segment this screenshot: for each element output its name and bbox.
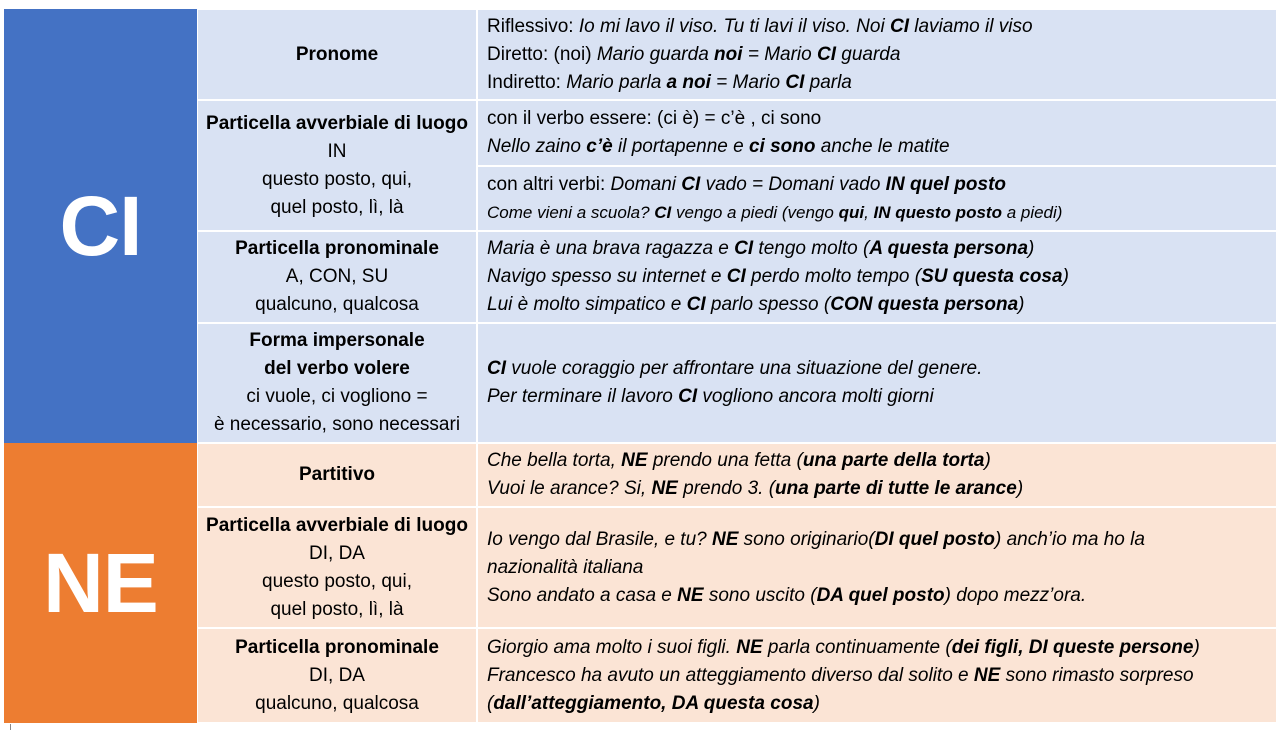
example-text: qui bbox=[838, 202, 865, 222]
example-text: Nello zaino bbox=[487, 136, 587, 157]
example-text: DA quel posto bbox=[816, 584, 945, 606]
example-line bbox=[487, 41, 1268, 69]
row-subline: ci vuole, ci vogliono = bbox=[246, 386, 428, 407]
ne-pronominale-examples bbox=[477, 628, 1277, 723]
example-text: anche le matite bbox=[815, 136, 950, 157]
ci-pronome-label-cell bbox=[197, 9, 477, 100]
example-text: Navigo spesso su internet e bbox=[487, 266, 727, 287]
example-text: vogliono ancora molti giorni bbox=[697, 386, 934, 407]
example-text: Lui è molto simpatico e bbox=[487, 294, 687, 315]
example-text: , bbox=[864, 202, 874, 222]
example-text: IN quel posto bbox=[885, 173, 1006, 195]
ne-avverbiale-examples bbox=[477, 507, 1277, 628]
example-text: CON questa persona bbox=[830, 294, 1019, 315]
example-line bbox=[487, 447, 1268, 475]
example-text: ) bbox=[984, 450, 991, 471]
page-tick-mark bbox=[10, 724, 11, 730]
example-text: NE bbox=[621, 450, 648, 471]
example-text: ) bbox=[1016, 478, 1024, 499]
example-text: una parte della torta bbox=[802, 450, 985, 471]
example-text: Maria è una brava ragazza e bbox=[487, 238, 735, 259]
row-heading: Particella pronominale bbox=[235, 238, 439, 259]
example-text: NE bbox=[677, 584, 704, 606]
example-text: guarda bbox=[836, 43, 901, 65]
example-text: Mario guarda bbox=[596, 43, 715, 65]
ci-pronominale-label-cell bbox=[197, 231, 477, 323]
example-text: = Mario bbox=[710, 71, 786, 93]
example-text: IN questo posto bbox=[873, 202, 1002, 222]
row-subline: qualcuno, qualcosa bbox=[255, 692, 419, 714]
example-text: una parte di tutte le arance bbox=[775, 478, 1017, 499]
ci-impersonale-label-cell bbox=[197, 323, 477, 443]
ne-partitivo-label-cell bbox=[197, 443, 477, 507]
example-text: dei figli, DI queste persone bbox=[951, 636, 1194, 658]
ci-label-cell bbox=[4, 9, 197, 443]
example-text: perdo molto tempo ( bbox=[745, 266, 922, 287]
example-text: SU questa cosa bbox=[921, 266, 1063, 287]
row-subline: questo posto, qui, bbox=[262, 168, 412, 190]
row-subline: è necessario, sono necessari bbox=[213, 414, 461, 435]
example-text: Indiretto: bbox=[487, 71, 567, 93]
example-text: Vuoi le arance? Si, bbox=[487, 478, 652, 499]
example-text: NE bbox=[973, 664, 1001, 686]
example-text: vuole coraggio per affrontare una situazione del genere. bbox=[506, 358, 983, 379]
example-text: a noi bbox=[666, 71, 711, 93]
example-text: Francesco ha avuto un atteggiamento diverso dal solito e bbox=[487, 664, 974, 686]
ci-impersonale-examples bbox=[477, 323, 1277, 443]
example-text: ) bbox=[1018, 294, 1025, 315]
example-text: CI bbox=[726, 266, 746, 287]
ne-label-cell bbox=[4, 443, 197, 723]
example-text: tengo molto ( bbox=[753, 238, 870, 259]
example-text: Giorgio ama molto i suoi figli. bbox=[487, 636, 737, 658]
example-text: nazionalità italiana bbox=[487, 556, 644, 578]
example-text: ) anch’io ma ho la bbox=[994, 528, 1145, 550]
row-subline: quel posto, lì, là bbox=[270, 196, 404, 218]
example-text: CI bbox=[686, 294, 706, 315]
example-text: CI bbox=[817, 43, 836, 65]
example-text: con altri verbi: bbox=[487, 173, 611, 195]
ci-avverbiale-examples-essere bbox=[477, 100, 1277, 166]
ne-label: NE bbox=[43, 535, 158, 630]
example-text: a piedi) bbox=[1001, 202, 1063, 222]
example-text: CI bbox=[487, 358, 506, 379]
row-subline: IN bbox=[327, 140, 347, 162]
example-text: ) bbox=[1028, 238, 1035, 259]
example-text: con il verbo essere: (ci è) = c’è , ci sono bbox=[487, 108, 822, 129]
example-text: parla continuamente ( bbox=[762, 636, 952, 658]
example-text: CI bbox=[785, 71, 805, 93]
row-subline: DI, DA bbox=[309, 664, 365, 686]
row-subline: qualcuno, qualcosa bbox=[255, 294, 419, 315]
example-text: ) bbox=[1193, 636, 1200, 658]
example-line bbox=[487, 554, 1268, 582]
row-heading: Forma impersonale bbox=[249, 330, 425, 351]
example-text: Sono andato a casa e bbox=[487, 584, 678, 606]
ne-partitivo-examples bbox=[477, 443, 1277, 507]
row-heading: Partitivo bbox=[298, 464, 376, 485]
row-heading: Particella avverbiale di luogo bbox=[206, 514, 468, 536]
ne-avverbiale-label-cell bbox=[197, 507, 477, 628]
example-text: ) dopo mezz’ora. bbox=[944, 584, 1087, 606]
example-line bbox=[487, 199, 1268, 227]
example-text: CI bbox=[654, 202, 672, 222]
row-heading-2: del verbo volere bbox=[264, 358, 410, 379]
row-heading: Particella pronominale bbox=[235, 636, 439, 658]
example-text: Riflessivo: bbox=[487, 15, 579, 37]
example-line bbox=[487, 69, 1268, 97]
ci-pronome-examples bbox=[477, 9, 1277, 100]
example-text: DI quel posto bbox=[874, 528, 995, 550]
example-line bbox=[487, 13, 1268, 41]
row-subline: DI, DA bbox=[309, 542, 365, 564]
example-text: Diretto: (noi) bbox=[487, 43, 597, 65]
example-line bbox=[487, 133, 1268, 161]
example-text: c’è bbox=[586, 136, 613, 157]
row-subline: A, CON, SU bbox=[285, 266, 389, 287]
example-text: ) bbox=[813, 692, 820, 714]
example-line bbox=[487, 383, 1268, 411]
example-line bbox=[487, 171, 1268, 199]
example-text: sono uscito ( bbox=[703, 584, 817, 606]
example-text: = Mario bbox=[742, 43, 817, 65]
example-line bbox=[487, 662, 1268, 690]
example-text: CI bbox=[681, 173, 701, 195]
example-text: Mario parla bbox=[566, 71, 667, 93]
example-text: NE bbox=[651, 478, 678, 499]
example-text: laviamo il viso bbox=[908, 15, 1033, 37]
example-text: A questa persona bbox=[869, 238, 1029, 259]
ne-pronominale-label-cell bbox=[197, 628, 477, 723]
example-text: ci sono bbox=[748, 136, 816, 157]
row-subline: quel posto, lì, là bbox=[270, 598, 404, 620]
example-line bbox=[487, 291, 1268, 319]
example-line bbox=[487, 475, 1268, 503]
example-line bbox=[487, 355, 1268, 383]
example-text: Domani bbox=[610, 173, 682, 195]
example-text: ) bbox=[1062, 266, 1069, 287]
example-text: CI bbox=[734, 238, 754, 259]
ci-pronominale-examples bbox=[477, 231, 1277, 323]
row-heading: Particella avverbiale di luogo bbox=[206, 112, 468, 134]
ci-avverbiale-label-cell bbox=[197, 100, 477, 231]
example-line bbox=[487, 105, 1268, 133]
example-text: ( bbox=[487, 692, 494, 714]
example-text: prendo 3. ( bbox=[677, 478, 776, 499]
example-text: CI bbox=[678, 386, 698, 407]
example-line bbox=[487, 235, 1268, 263]
example-text: parla bbox=[804, 71, 852, 93]
example-text: Io vengo dal Brasile, e tu? bbox=[487, 528, 712, 550]
example-text: parlo spesso ( bbox=[705, 294, 831, 315]
example-line bbox=[487, 690, 1268, 718]
example-text: Per terminare il lavoro bbox=[487, 386, 679, 407]
example-text: vado = Domani vado bbox=[700, 173, 886, 195]
example-text: NE bbox=[711, 528, 739, 550]
row-heading: Pronome bbox=[295, 43, 379, 65]
example-text: NE bbox=[736, 636, 763, 658]
example-text: Io mi lavo il viso. Tu ti lavi il viso. Noi bbox=[578, 15, 890, 37]
example-line bbox=[487, 526, 1268, 554]
example-text: Che bella torta, bbox=[487, 450, 622, 471]
example-line bbox=[487, 263, 1268, 291]
row-subline: questo posto, qui, bbox=[262, 570, 412, 592]
example-line bbox=[487, 582, 1268, 610]
example-text: sono originario( bbox=[738, 528, 875, 550]
example-text: vengo a piedi (vengo bbox=[671, 202, 839, 222]
example-text: sono rimasto sorpreso bbox=[1000, 664, 1194, 686]
example-text: noi bbox=[714, 43, 743, 65]
example-text: Come vieni a scuola? bbox=[487, 202, 655, 222]
ci-label: CI bbox=[59, 178, 142, 273]
example-text: prendo una fetta ( bbox=[647, 450, 803, 471]
example-text: il portapenne e bbox=[612, 136, 749, 157]
grammar-table bbox=[4, 9, 1277, 723]
example-text: dall’atteggiamento, DA questa cosa bbox=[493, 692, 814, 714]
ci-avverbiale-examples-altri bbox=[477, 166, 1277, 231]
example-text: CI bbox=[889, 15, 909, 37]
example-line bbox=[487, 634, 1268, 662]
